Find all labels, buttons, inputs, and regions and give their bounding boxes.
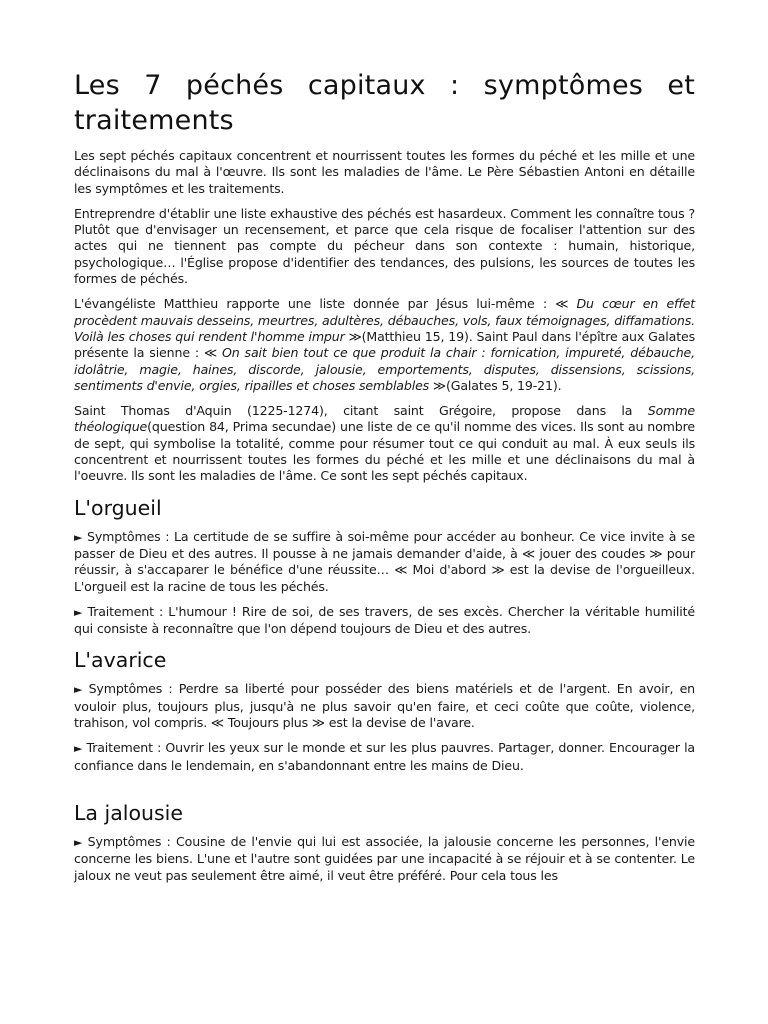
bullet-arrow-icon: ► bbox=[74, 530, 83, 544]
bullet-arrow-icon: ► bbox=[74, 742, 83, 756]
symptomes-orgueil bbox=[74, 529, 695, 595]
section-heading-orgueil: L'orgueil bbox=[74, 495, 162, 520]
section-heading-jalousie: La jalousie bbox=[74, 800, 183, 825]
symptomes-text: Symptômes : Perdre sa liberté pour posséder des biens matériels et de l'argent. En avoir, en vouloir plus, toujours plus, jusqu'à ne plus savoir qu'en faire, et ceci coûte que coûte, violence, trahison, vol compris. ≪ Toujours plus ≫ est la devise de l'avare. bbox=[74, 681, 695, 731]
intro-paragraph: Les sept péchés capitaux concentrent et nourrissent toutes les formes du péché et les mille et une déclinaisons du mal à l'œuvre. Ils sont les maladies de l'âme. Le Père Sébastien Antoni en détaille les symptômes et les traitements. bbox=[74, 148, 695, 196]
section-heading-avarice: L'avarice bbox=[74, 648, 167, 673]
symptomes-avarice bbox=[74, 681, 695, 731]
paragraph-thomas bbox=[74, 403, 695, 484]
quote-matthieu: Du cœur en effet procèdent mauvais desseins, meurtres, adultères, débauches, vols, faux témoignages, diffamations. Voilà les choses qui rendent l'homme impur bbox=[74, 296, 695, 344]
paragraph-text: (question 84, Prima secundae) une liste de ce qu'il nomme des vices. Ils sont au nombre de sept, qui symbolise la totalité, comme pour résumer tout ce qui conduit au mal. À eux seuls ils concentrent et nourrissent toutes les formes du péché et les mille et une déclinaisons du mal à l'oeuvre. Ils sont les maladies de l'âme. Ce sont les sept péchés capitaux. bbox=[74, 419, 695, 484]
paragraph-liste: Entreprendre d'établir une liste exhaustive des péchés est hasardeux. Comment les connaître tous ? Plutôt que d'envisager un recensement, et parce que cela risque de focaliser l'attention sur des actes qui ne tiennent pas compte du pécheur dans son contexte : humain, historique, psychologique… l'Église propose d'identifier des tendances, des pulsions, les sources de toutes les formes de péchés. bbox=[74, 205, 695, 287]
paragraph-text: L'évangéliste Matthieu rapporte une liste donnée par Jésus lui-même : ≪ bbox=[74, 296, 577, 312]
paragraph-text: ≫(Galates 5, 19-21). bbox=[429, 377, 562, 393]
bullet-arrow-icon: ► bbox=[74, 605, 83, 619]
quote-galates: On sait bien tout ce que produit la chair : fornication, impureté, débauche, idolâtrie, magie, haines, discorde, jalousie, emportements, disputes, dissensions, scissions, sentiments d'envie, orgies, ripailles et choses semblables bbox=[74, 345, 695, 393]
bullet-arrow-icon: ► bbox=[74, 835, 83, 849]
traitement-text: Traitement : Ouvrir les yeux sur le monde et sur les plus pauvres. Partager, donner. Encourager la confiance dans le lendemain, en s'abandonnant entre les mains de Dieu. bbox=[74, 740, 695, 773]
symptomes-text: Symptômes : Cousine de l'envie qui lui est associée, la jalousie concerne les personnes, l'envie concerne les biens. L'une et l'autre sont guidées par une incapacité à se réjouir et à se contenter. Le jaloux ne veut pas seulement être aimé, il veut être préféré. Pour cela tous les bbox=[74, 833, 696, 883]
paragraph-text: Saint Thomas d'Aquin (1225-1274), citant saint Grégoire, propose dans la bbox=[74, 403, 648, 419]
paragraph-text: ≫(Matthieu 15, 19). Saint Paul dans l'épître aux Galates présente la sienne : ≪ bbox=[74, 328, 695, 361]
traitement-text: Traitement : L'humour ! Rire de soi, de ses travers, de ses excès. Chercher la véritable humilité qui consiste à reconnaître que l'on dépend toujours de Dieu et des autres. bbox=[74, 603, 695, 637]
book-title: Somme théologique bbox=[74, 403, 695, 435]
traitement-avarice bbox=[74, 740, 695, 774]
bullet-arrow-icon: ► bbox=[74, 683, 83, 697]
symptomes-text: Symptômes : La certitude de se suffire à soi-même pour accéder au bonheur. Ce vice invite à se passer de Dieu et des autres. Il pousse à ne jamais demander d'aide, à ≪ jouer des coudes ≫ pour réussir, à s'accaparer le bénéfice d'une réussite… ≪ Moi d'abord ≫ est la devise de l'orgueilleux. L'orgueil est la racine de tous les péchés. bbox=[74, 528, 696, 594]
symptomes-jalousie bbox=[74, 834, 695, 884]
traitement-orgueil bbox=[74, 604, 695, 638]
page-title: Les 7 péchés capitaux : symptômes et traitements bbox=[74, 70, 695, 136]
paragraph-evangile bbox=[74, 296, 695, 394]
